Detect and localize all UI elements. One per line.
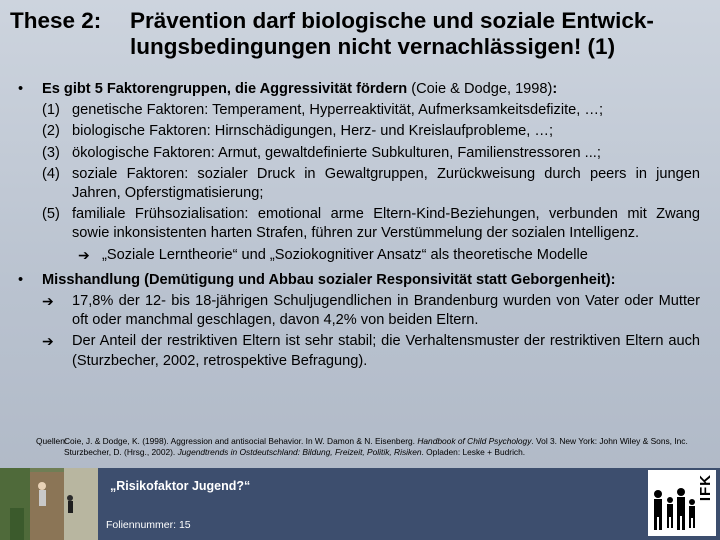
item-text: soziale Faktoren: sozialer Druck in Gewaltgruppen, Zurückweisung durch peers in jungen Jahren, Opferstigmatisierung; xyxy=(72,165,700,202)
item-number: (2) xyxy=(42,123,60,140)
ifk-logo xyxy=(648,470,716,536)
logo-text: IFK xyxy=(697,474,714,502)
bullet2-heading: Misshandlung (Demütigung und Abbau sozialer Responsivität statt Geborgenheit): xyxy=(42,271,616,288)
item-number: (1) xyxy=(42,102,60,119)
item-number: (5) xyxy=(42,206,60,223)
item-text: familiale Frühsozialisation: emotional arme Eltern-Kind-Beziehungen, verbunden mit Zwang sowie inkonsistenten harten Strafen, führen zur Verstümmelung der sozialen Intelligenz. xyxy=(72,206,700,242)
footer-title: „Risikofaktor Jugend?“ xyxy=(110,479,251,493)
source-ref xyxy=(64,447,708,458)
list-item xyxy=(18,165,700,203)
list-item xyxy=(18,122,700,141)
ref-text: Coie, J. & Dodge, K. (1998). Aggression and antisocial Behavior. In W. Damon & N. Eisenberg. xyxy=(64,436,418,446)
ref-title: Jugendtrends in Ostdeutschland: Bildung, Freizeit, Politik, Risiken xyxy=(177,447,422,457)
sources-body xyxy=(36,436,708,458)
title-label: These 2: xyxy=(10,8,102,33)
bullet-misshandlung xyxy=(18,271,700,290)
ref-text: Sturzbecher, D. (Hrsg., 2002). xyxy=(64,447,178,457)
slide-content xyxy=(18,80,700,373)
ref-title: Handbook of Child Psychology xyxy=(417,436,532,446)
list-item xyxy=(18,144,700,163)
list-item xyxy=(18,332,700,370)
item-text: 17,8% der 12- bis 18-jährigen Schuljugendlichen in Brandenburg wurden von Vater oder Mutter oft oder manchmal geschlagen, davon 4,2% von beiden Eltern. xyxy=(72,293,700,329)
bullet1-colon: : xyxy=(552,81,558,97)
bullet1-heading: Es gibt 5 Faktorengruppen, die Aggressivität fördern xyxy=(42,81,408,97)
slide-number: Foliennummer: 15 xyxy=(106,519,191,531)
item-number: (4) xyxy=(42,165,60,182)
sources-label: Quellen: xyxy=(36,436,68,446)
list-item xyxy=(18,101,700,120)
ref-text: . Opladen: Leske + Budrich. xyxy=(421,447,526,457)
theory-note xyxy=(18,246,700,265)
bullet-dot: • xyxy=(18,271,24,288)
item-text: ökologische Faktoren: Armut, gewaltdefinierte Subkulturen, Familienstressoren ...; xyxy=(72,144,601,161)
footer-photo xyxy=(0,468,98,540)
title-text: Prävention darf biologische und soziale Entwick-lungsbedingungen nicht vernachlässigen! (1) xyxy=(130,8,654,59)
climbing-photo-image xyxy=(0,468,98,540)
sources xyxy=(36,436,708,458)
bullet-faktorengruppen xyxy=(18,80,700,99)
source-ref xyxy=(64,436,708,447)
arrow-right-icon: ➔ xyxy=(42,293,54,310)
bullet-dot: • xyxy=(18,81,24,97)
arrow-right-icon: ➔ xyxy=(78,246,90,263)
item-number: (3) xyxy=(42,144,60,161)
list-item xyxy=(18,292,700,330)
theory-note-text: „Soziale Lerntheorie“ und „Soziokognitiver Ansatz“ als theoretische Modelle xyxy=(102,246,588,263)
footer-bar xyxy=(0,468,720,540)
item-text: biologische Faktoren: Hirnschädigungen, Herz- und Kreislaufprobleme, …; xyxy=(72,123,554,140)
ref-text: . Vol 3. New York: John Wiley & Sons, Inc. xyxy=(531,436,688,446)
arrow-right-icon: ➔ xyxy=(42,333,54,350)
bullet1-citation: (Coie & Dodge, 1998) xyxy=(411,81,553,97)
item-text: Der Anteil der restriktiven Eltern ist sehr stabil; die Verhaltensmuster der restriktiven Eltern auch (Sturzbecher, 2002, retrospektive Befragung). xyxy=(72,333,700,369)
item-text: genetische Faktoren: Temperament, Hyperreaktivität, Aufmerksamkeitsdefizite, …; xyxy=(72,102,604,119)
list-item xyxy=(18,205,700,243)
